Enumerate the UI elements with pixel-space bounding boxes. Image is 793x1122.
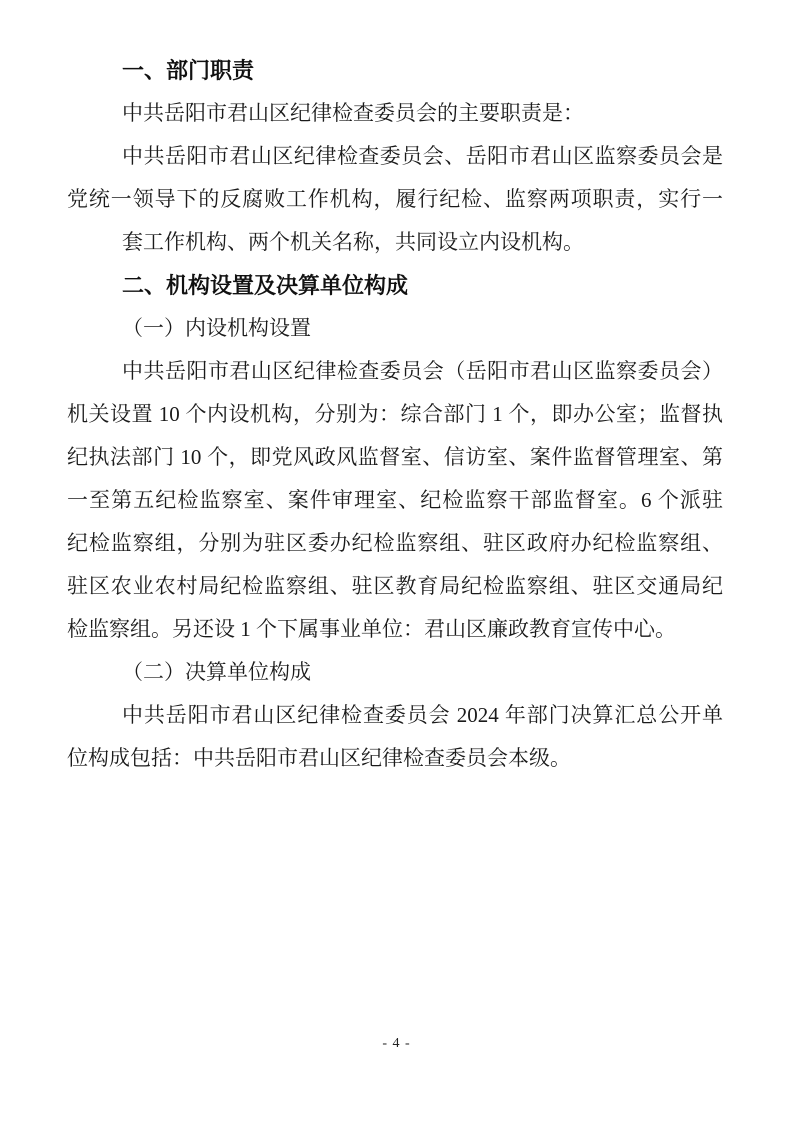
section-heading-org-structure: 二、机构设置及决算单位构成 xyxy=(122,273,409,298)
body-line: 党统一领导下的反腐败工作机构，履行纪检、监察两项职责，实行一 xyxy=(67,187,723,211)
section-heading-department-duties: 一、部门职责 xyxy=(122,58,255,83)
page-number: - 4 - xyxy=(382,1036,411,1051)
subsection-heading-final-accounts: （二）决算单位构成 xyxy=(122,660,311,684)
body-line: 纪检监察组，分别为驻区委办纪检监察组、驻区政府办纪检监察组、 xyxy=(67,531,723,555)
body-line: 中共岳阳市君山区纪律检查委员会、岳阳市君山区监察委员会是 xyxy=(122,144,723,168)
subsection-heading-internal-org: （一）内设机构设置 xyxy=(122,316,311,340)
body-line: 中共岳阳市君山区纪律检查委员会的主要职责是： xyxy=(122,101,584,125)
body-line: 中共岳阳市君山区纪律检查委员会 2024 年部门决算汇总公开单 xyxy=(122,703,723,727)
body-line: 纪执法部门 10 个，即党风政风监督室、信访室、案件监督管理室、第 xyxy=(67,445,723,469)
body-line: 检监察组。另还设 1 个下属事业单位：君山区廉政教育宣传中心。 xyxy=(67,617,676,641)
body-line: 一至第五纪检监察室、案件审理室、纪检监察干部监督室。6 个派驻 xyxy=(67,488,723,512)
document-body xyxy=(67,49,723,780)
body-line: 套工作机构、两个机关名称，共同设立内设机构。 xyxy=(122,230,584,254)
body-line: 机关设置 10 个内设机构，分别为：综合部门 1 个，即办公室；监督执 xyxy=(67,402,723,426)
body-line: 中共岳阳市君山区纪律检查委员会（岳阳市君山区监察委员会） xyxy=(122,359,723,383)
body-line: 驻区农业农村局纪检监察组、驻区教育局纪检监察组、驻区交通局纪 xyxy=(67,574,723,598)
body-line: 位构成包括：中共岳阳市君山区纪律检查委员会本级。 xyxy=(67,746,571,770)
